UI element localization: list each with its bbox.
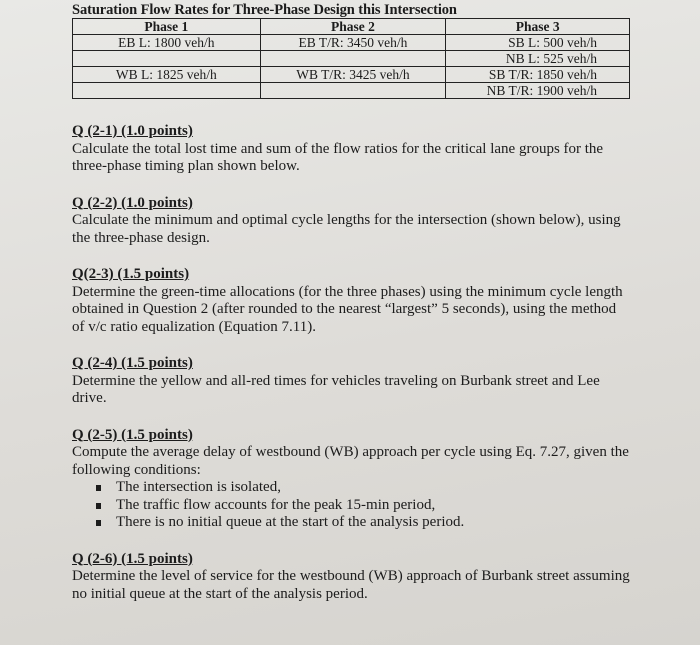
table-cell: NB T/R: 1900 veh/h <box>446 83 630 99</box>
question-2-4 <box>72 355 632 408</box>
question-title: Q (2-5) (1.5 points) <box>72 426 193 443</box>
header-phase-2: Phase 2 <box>260 19 446 35</box>
question-body: Compute the average delay of westbound (WB) approach per cycle using Eq. 7.27, given the following conditions: <box>72 444 629 478</box>
table-row <box>73 83 630 99</box>
question-title: Q (2-4) (1.5 points) <box>72 355 193 371</box>
table-cell <box>260 51 446 67</box>
table-cell <box>73 51 261 67</box>
question-title: Q (2-1) (1.0 points) <box>72 123 193 139</box>
question-2-6 <box>72 551 632 604</box>
question-2-2 <box>72 195 632 248</box>
question-title: Q (2-2) (1.0 points) <box>72 194 193 211</box>
question-2-1 <box>72 123 632 176</box>
question-body: Calculate the minimum and optimal cycle lengths for the intersection (shown below), using the three-phase design. <box>72 212 621 246</box>
saturation-flow-table <box>72 18 630 99</box>
question-body: Determine the yellow and all-red times for vehicles traveling on Burbank street and Lee drive. <box>72 372 600 406</box>
table-row <box>73 51 630 67</box>
table-cell: WB L: 1825 veh/h <box>73 67 261 83</box>
header-phase-3: Phase 3 <box>446 19 630 35</box>
question-body: Determine the green-time allocations (for the three phases) using the minimum cycle length obtained in Question 2 (after rounded to the nearest “largest” 5 seconds), using the method of v/c ratio equalization (Equation 7.11). <box>72 283 623 335</box>
question-body: Determine the level of service for the westbound (WB) approach of Burbank street assuming no initial queue at the start of the analysis period. <box>72 568 630 602</box>
table-cell: EB L: 1800 veh/h <box>73 35 261 51</box>
question-list <box>72 123 632 622</box>
header-phase-1: Phase 1 <box>73 19 261 35</box>
table-cell <box>260 83 446 99</box>
question-title: Q(2-3) (1.5 points) <box>72 266 190 282</box>
table-cell: EB T/R: 3450 veh/h <box>260 35 446 51</box>
table-cell: NB L: 525 veh/h <box>446 51 630 67</box>
question-2-3 <box>72 266 632 336</box>
condition-list <box>72 479 632 532</box>
table-cell: WB T/R: 3425 veh/h <box>260 67 446 83</box>
list-item: The intersection is isolated, <box>92 479 632 497</box>
table-caption: Saturation Flow Rates for Three-Phase Design this Intersection <box>72 2 457 18</box>
table-row <box>73 35 630 51</box>
question-body: Calculate the total lost time and sum of the flow ratios for the critical lane groups for the three-phase timing plan shown below. <box>72 140 604 174</box>
table-cell <box>73 83 261 99</box>
table-cell: SB T/R: 1850 veh/h <box>446 67 630 83</box>
list-item: There is no initial queue at the start of the analysis period. <box>92 514 632 532</box>
table-row <box>73 67 630 83</box>
question-title: Q (2-6) (1.5 points) <box>72 550 193 567</box>
table-header-row <box>73 19 630 35</box>
list-item: The traffic flow accounts for the peak 15-min period, <box>92 497 632 515</box>
question-2-5 <box>72 427 632 532</box>
table-cell: SB L: 500 veh/h <box>446 35 630 51</box>
